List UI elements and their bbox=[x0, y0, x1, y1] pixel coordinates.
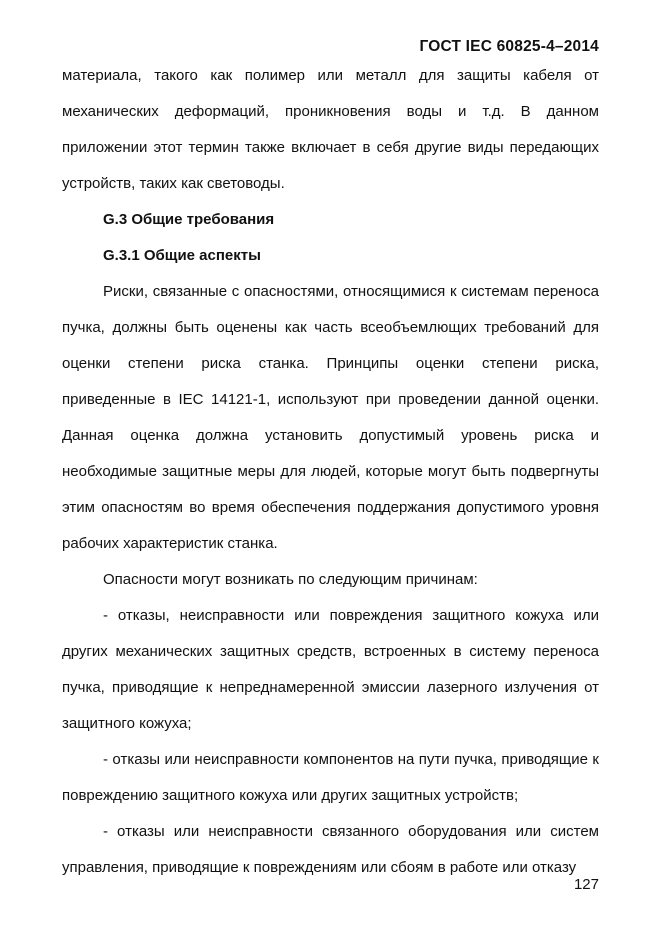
paragraph-cable-definition-continued: материала, такого как полимер или металл для защиты кабеля от механических деформаций, проникновения воды и т.д. В данном приложении этот термин также включает в себя другие виды передающих устройств, таких как световоды. bbox=[62, 67, 599, 192]
paragraph-risk-assessment: Риски, связанные с опасностями, относящимися к системам переноса пучка, должны быть оценены как часть всеобъемлющих требований для оценки степени риска станка. Принципы оценки степени риска, приведенные в IEC 14121-1, используют при проведении данной оценки. Данная оценка должна установить допустимый уровень риска и необходимые защитные меры для людей, которые могут быть подвергнуты этим опасностям во время обеспечения поддержания допустимого уровня рабочих характеристик станка. bbox=[62, 283, 599, 552]
list-item-beam-path-failures: - отказы или неисправности компонентов на пути пучка, приводящие к повреждению защитного кожуха или других защитных устройств; bbox=[62, 751, 599, 804]
list-item-enclosure-failures: - отказы, неисправности или повреждения защитного кожуха или других механических защитных средств, встроенных в систему переноса пучка, приводящие к непреднамеренной эмиссии лазерного излучения от защитного кожуха; bbox=[62, 607, 599, 732]
section-heading-g3: G.3 Общие требования bbox=[103, 211, 275, 228]
page-number: 127 bbox=[573, 876, 599, 893]
list-item-control-system-failures: - отказы или неисправности связанного оборудования или систем управления, приводящие к повреждениям или сбоям в работе или отказу bbox=[62, 823, 599, 876]
paragraph-hazard-causes-intro: Опасности могут возникать по следующим причинам: bbox=[103, 571, 478, 588]
document-body bbox=[62, 58, 599, 886]
section-heading-g3-1: G.3.1 Общие аспекты bbox=[103, 247, 261, 264]
document-header: ГОСТ IEC 60825-4–2014 bbox=[419, 38, 599, 55]
